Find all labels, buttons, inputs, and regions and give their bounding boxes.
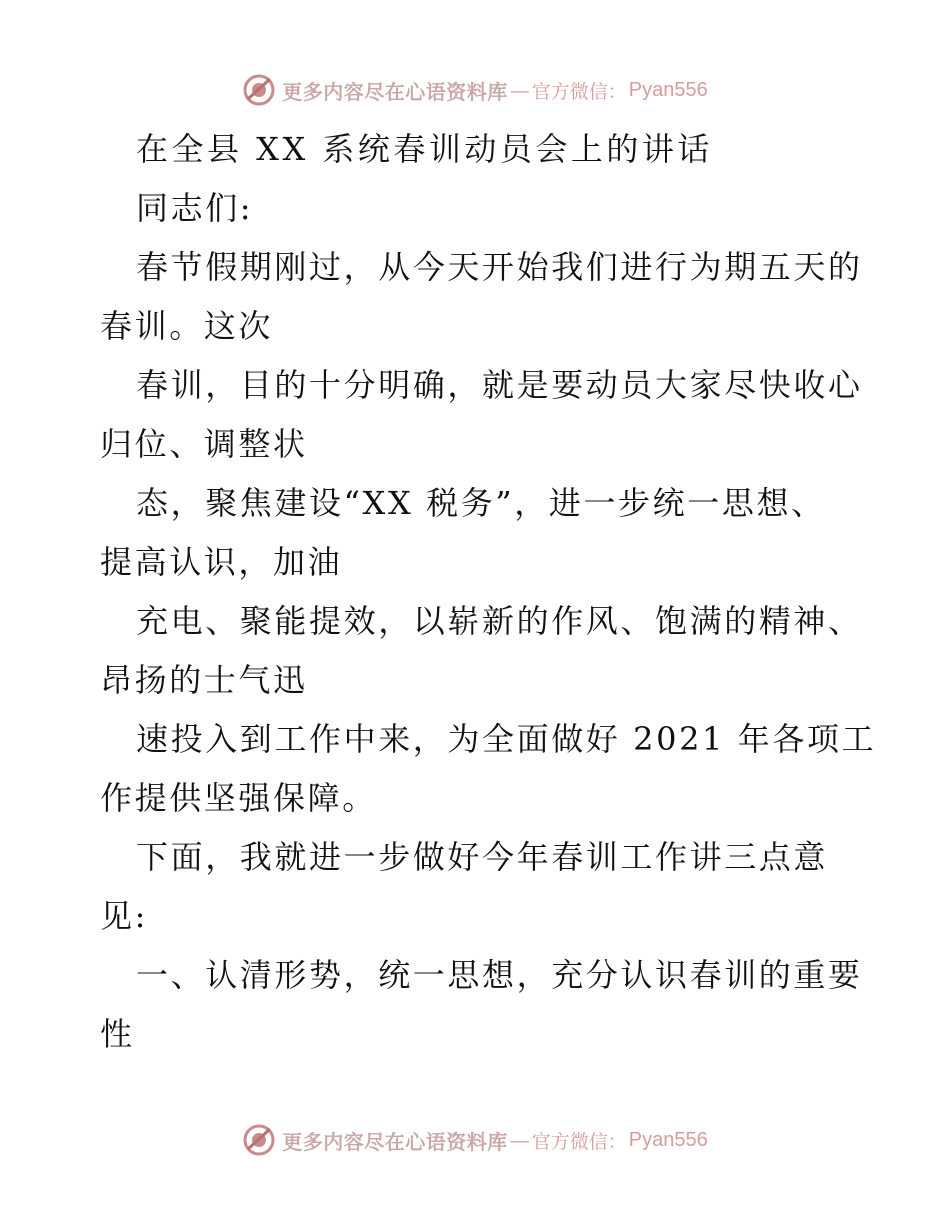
watermark-wechat-id: Pyan556: [628, 1128, 708, 1151]
watermark-wechat-label: 官方微信：: [531, 80, 627, 103]
paragraph-line: 昂扬的士气迅: [100, 661, 308, 699]
logo-emblem-icon: [242, 73, 276, 107]
watermark-text: 更多内容尽在心语资料库: [282, 79, 508, 104]
paragraph-line: 见:: [100, 897, 148, 935]
paragraph-line: 下面，我就进一步做好今年春训工作讲三点意: [136, 838, 829, 876]
paragraph-line: 充电、聚能提效，以崭新的作风、饱满的精神、: [136, 602, 863, 640]
watermark-wechat-id: Pyan556: [628, 78, 708, 101]
watermark-separator: —: [509, 78, 530, 102]
section-heading-continued: 性: [100, 1015, 135, 1053]
paragraph-line: 春节假期刚过，从今天开始我们进行为期五天的: [136, 248, 863, 286]
logo-emblem-icon: [242, 1123, 276, 1157]
section-heading: 一、认清形势，统一思想，充分认识春训的重要: [136, 956, 863, 994]
watermark-wechat-label: 官方微信：: [531, 1130, 627, 1153]
watermark-separator: —: [509, 1128, 530, 1152]
paragraph-line: 作提供坚强保障。: [100, 779, 377, 817]
watermark-banner-bottom: [0, 1120, 950, 1160]
watermark-banner-top: [0, 70, 950, 110]
paragraph-line: 速投入到工作中来，为全面做好 2021 年各项工: [136, 720, 877, 758]
salutation: 同志们:: [136, 189, 254, 227]
watermark-text: 更多内容尽在心语资料库: [282, 1129, 508, 1154]
paragraph-line: 态，聚焦建设“XX 税务”，进一步统一思想、: [136, 484, 826, 522]
document-title: 在全县 XX 系统春训动员会上的讲话: [136, 130, 713, 168]
paragraph-line: 归位、调整状: [100, 425, 308, 463]
paragraph-line: 春训。这次: [100, 307, 274, 345]
paragraph-line: 春训，目的十分明确，就是要动员大家尽快收心: [136, 366, 863, 404]
document-body: [100, 120, 877, 1064]
paragraph-line: 提高认识，加油: [100, 543, 343, 581]
